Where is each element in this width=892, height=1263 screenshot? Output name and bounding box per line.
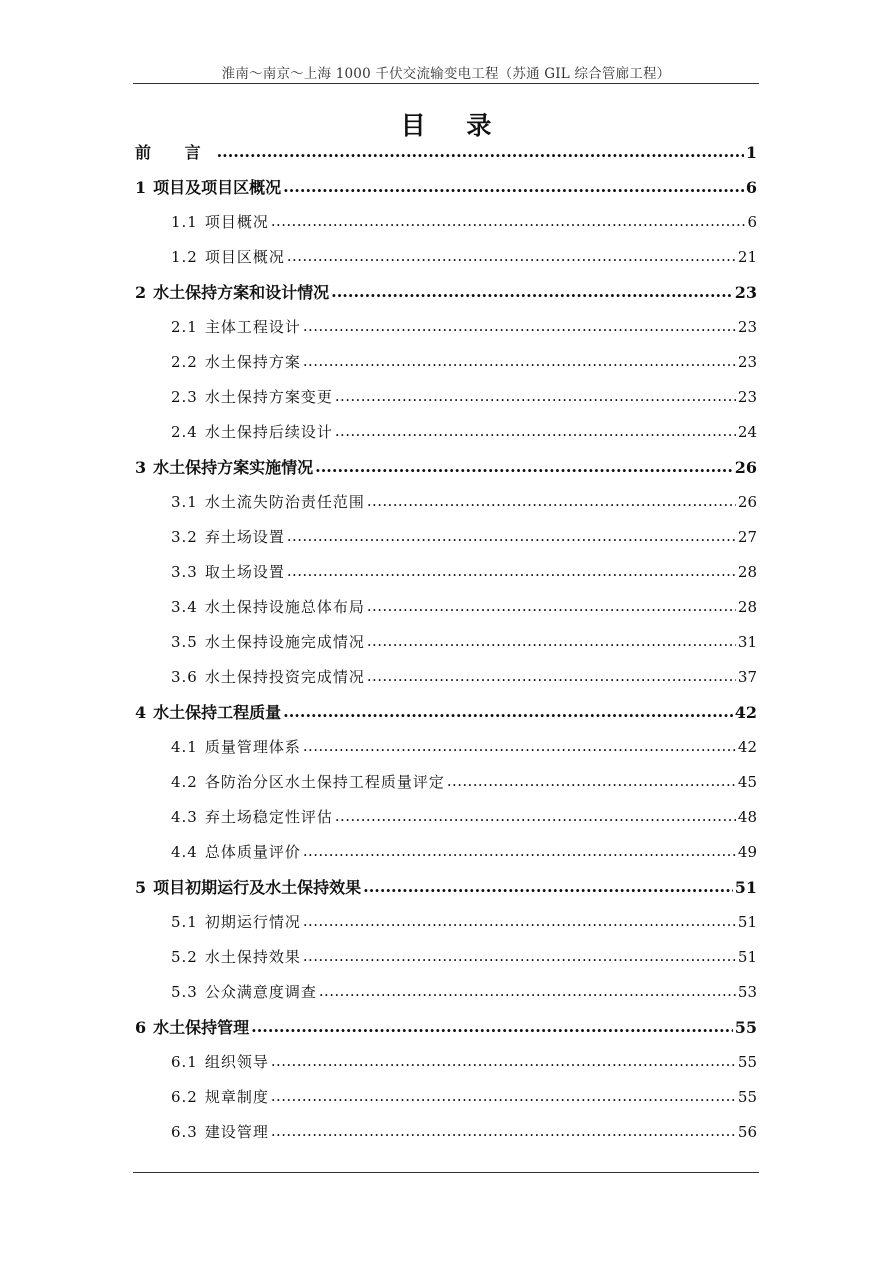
running-header: 淮南～南京～上海 1000 千伏交流输变电工程（苏通 GIL 综合管廊工程） <box>221 66 671 82</box>
toc-leader-dots <box>303 939 736 974</box>
toc-leader-dots <box>303 729 736 764</box>
toc-leader-dots <box>271 1114 736 1149</box>
toc-entry-label: 水土保持设施完成情况 <box>204 633 365 651</box>
toc-section-entry[interactable] <box>135 415 757 450</box>
toc-entry-label: 项目初期运行及水土保持效果 <box>153 878 362 897</box>
toc-section-entry[interactable] <box>135 555 757 590</box>
toc-entry-page-number: 6 <box>745 178 757 197</box>
toc-entry-page-number: 48 <box>737 808 757 826</box>
toc-leader-dots <box>287 554 736 589</box>
toc-entry-number: 3.4 <box>171 598 198 616</box>
toc-entry-page-number: 31 <box>737 633 757 651</box>
toc-entry-label: 规章制度 <box>204 1088 269 1106</box>
toc-entry-page-number: 51 <box>734 878 757 897</box>
toc-entry-number: 2.4 <box>171 423 198 441</box>
toc-entry-number: 5.1 <box>171 913 198 931</box>
toc-section-entry[interactable] <box>135 310 757 345</box>
toc-entry-page-number: 51 <box>737 913 757 931</box>
toc-leader-dots <box>331 274 733 309</box>
toc-entry-number: 1 <box>135 178 147 197</box>
toc-chapter-entry[interactable] <box>135 870 757 905</box>
toc-leader-dots <box>315 449 733 484</box>
toc-entry-page-number: 24 <box>737 423 757 441</box>
toc-section-entry[interactable] <box>135 380 757 415</box>
toc-entry-number: 2.3 <box>171 388 198 406</box>
toc-entry-label: 公众满意度调查 <box>204 983 317 1001</box>
toc-section-entry[interactable] <box>135 800 757 835</box>
toc-leader-dots <box>335 799 736 834</box>
table-of-contents <box>135 135 757 1150</box>
toc-entry-page-number: 23 <box>734 283 757 302</box>
toc-entry-label: 建设管理 <box>204 1123 269 1141</box>
toc-entry-label: 初期运行情况 <box>204 913 301 931</box>
toc-entry-number: 4.3 <box>171 808 198 826</box>
toc-entry-page-number: 28 <box>737 598 757 616</box>
toc-entry-label: 前 言 <box>135 143 215 162</box>
toc-entry-label: 水土保持方案变更 <box>204 388 333 406</box>
toc-section-entry[interactable] <box>135 1115 757 1150</box>
toc-entry-label: 项目概况 <box>204 213 269 231</box>
toc-entry-label: 弃土场设置 <box>204 528 285 546</box>
toc-section-entry[interactable] <box>135 345 757 380</box>
toc-leader-dots <box>367 659 736 694</box>
toc-entry-number: 6.3 <box>171 1123 198 1141</box>
toc-section-entry[interactable] <box>135 905 757 940</box>
toc-entry-page-number: 56 <box>737 1123 757 1141</box>
toc-entry-page-number: 27 <box>737 528 757 546</box>
toc-entry-page-number: 42 <box>734 703 757 722</box>
toc-entry-label: 水土保持工程质量 <box>153 703 282 722</box>
toc-leader-dots <box>335 379 736 414</box>
toc-leader-dots <box>367 484 736 519</box>
toc-leader-dots <box>271 1044 736 1079</box>
page-title: 目 录 <box>400 111 508 140</box>
toc-entry-page-number: 1 <box>745 143 757 162</box>
toc-entry-number: 2.1 <box>171 318 198 336</box>
toc-leader-dots <box>303 344 736 379</box>
toc-entry-number: 1.1 <box>171 213 198 231</box>
toc-section-entry[interactable] <box>135 835 757 870</box>
toc-entry-page-number: 55 <box>734 1018 757 1037</box>
toc-entry-label: 弃土场稳定性评估 <box>204 808 333 826</box>
toc-section-entry[interactable] <box>135 1045 757 1080</box>
toc-entry-number: 5 <box>135 878 147 897</box>
toc-leader-dots <box>363 869 733 904</box>
toc-entry-number: 4.4 <box>171 843 198 861</box>
toc-entry-number: 3.6 <box>171 668 198 686</box>
toc-entry-label: 水土保持设施总体布局 <box>204 598 365 616</box>
toc-entry-number: 6 <box>135 1018 147 1037</box>
footer-divider <box>133 1172 759 1173</box>
toc-entry-page-number: 26 <box>734 458 757 477</box>
toc-section-entry[interactable] <box>135 590 757 625</box>
toc-leader-dots <box>319 974 736 1009</box>
toc-entry-label: 水土保持方案 <box>204 353 301 371</box>
toc-section-entry[interactable] <box>135 765 757 800</box>
toc-entry-page-number: 21 <box>737 248 757 266</box>
toc-entry-label: 项目区概况 <box>204 248 285 266</box>
toc-entry-number: 2 <box>135 283 147 302</box>
toc-entry-number: 4 <box>135 703 147 722</box>
toc-entry-page-number: 37 <box>737 668 757 686</box>
toc-entry-label: 水土保持方案实施情况 <box>153 458 314 477</box>
toc-leader-dots <box>217 134 744 169</box>
toc-entry-page-number: 42 <box>737 738 757 756</box>
toc-entry-number: 5.2 <box>171 948 198 966</box>
toc-entry-page-number: 51 <box>737 948 757 966</box>
toc-entry-label: 水土流失防治责任范围 <box>204 493 365 511</box>
toc-entry-label: 水土保持投资完成情况 <box>204 668 365 686</box>
toc-leader-dots <box>271 204 746 239</box>
toc-entry-label: 质量管理体系 <box>204 738 301 756</box>
toc-leader-dots <box>283 169 744 204</box>
toc-leader-dots <box>335 414 736 449</box>
toc-entry-page-number: 26 <box>737 493 757 511</box>
toc-leader-dots <box>271 1079 736 1114</box>
toc-entry-page-number: 53 <box>737 983 757 1001</box>
toc-entry-number: 3.3 <box>171 563 198 581</box>
toc-chapter-entry[interactable] <box>135 450 757 485</box>
toc-entry-page-number: 28 <box>737 563 757 581</box>
toc-chapter-entry[interactable] <box>135 170 757 205</box>
header-divider <box>133 83 759 84</box>
toc-leader-dots <box>367 589 736 624</box>
toc-leader-dots <box>283 694 733 729</box>
toc-entry-number: 4.2 <box>171 773 198 791</box>
toc-leader-dots <box>367 624 736 659</box>
toc-leader-dots <box>303 309 736 344</box>
toc-section-entry[interactable] <box>135 625 757 660</box>
toc-entry-page-number: 45 <box>737 773 757 791</box>
toc-entry-number: 2.2 <box>171 353 198 371</box>
toc-section-entry[interactable] <box>135 520 757 555</box>
toc-leader-dots <box>287 239 736 274</box>
toc-entry-label: 项目及项目区概况 <box>153 178 282 197</box>
toc-entry-number: 6.2 <box>171 1088 198 1106</box>
toc-entry-label: 水土保持方案和设计情况 <box>153 283 330 302</box>
toc-entry-page-number: 55 <box>737 1053 757 1071</box>
toc-entry-label: 主体工程设计 <box>204 318 301 336</box>
toc-chapter-entry[interactable] <box>135 695 757 730</box>
toc-entry-label: 取土场设置 <box>204 563 285 581</box>
toc-leader-dots <box>303 904 736 939</box>
toc-entry-label: 各防治分区水土保持工程质量评定 <box>204 773 445 791</box>
toc-section-entry[interactable] <box>135 1080 757 1115</box>
toc-section-entry[interactable] <box>135 940 757 975</box>
toc-entry-number: 3.2 <box>171 528 198 546</box>
toc-chapter-entry[interactable] <box>135 275 757 310</box>
toc-chapter-entry[interactable] <box>135 135 757 170</box>
toc-entry-label: 组织领导 <box>204 1053 269 1071</box>
toc-section-entry[interactable] <box>135 660 757 695</box>
toc-entry-label: 水土保持效果 <box>204 948 301 966</box>
toc-entry-page-number: 23 <box>737 353 757 371</box>
toc-entry-number: 3 <box>135 458 147 477</box>
toc-entry-number: 6.1 <box>171 1053 198 1071</box>
toc-leader-dots <box>251 1009 733 1044</box>
toc-entry-page-number: 55 <box>737 1088 757 1106</box>
toc-entry-number: 1.2 <box>171 248 198 266</box>
toc-entry-number: 3.5 <box>171 633 198 651</box>
toc-entry-number: 3.1 <box>171 493 198 511</box>
toc-entry-page-number: 6 <box>747 213 757 231</box>
toc-leader-dots <box>287 519 736 554</box>
toc-section-entry[interactable] <box>135 975 757 1010</box>
toc-entry-page-number: 23 <box>737 318 757 336</box>
toc-leader-dots <box>447 764 736 799</box>
toc-entry-label: 水土保持管理 <box>153 1018 250 1037</box>
toc-section-entry[interactable] <box>135 485 757 520</box>
toc-entry-label: 总体质量评价 <box>204 843 301 861</box>
toc-entry-page-number: 23 <box>737 388 757 406</box>
toc-entry-number: 4.1 <box>171 738 198 756</box>
toc-chapter-entry[interactable] <box>135 1010 757 1045</box>
toc-entry-number: 5.3 <box>171 983 198 1001</box>
toc-section-entry[interactable] <box>135 205 757 240</box>
toc-section-entry[interactable] <box>135 730 757 765</box>
toc-leader-dots <box>303 834 736 869</box>
toc-entry-page-number: 49 <box>737 843 757 861</box>
toc-entry-label: 水土保持后续设计 <box>204 423 333 441</box>
toc-section-entry[interactable] <box>135 240 757 275</box>
